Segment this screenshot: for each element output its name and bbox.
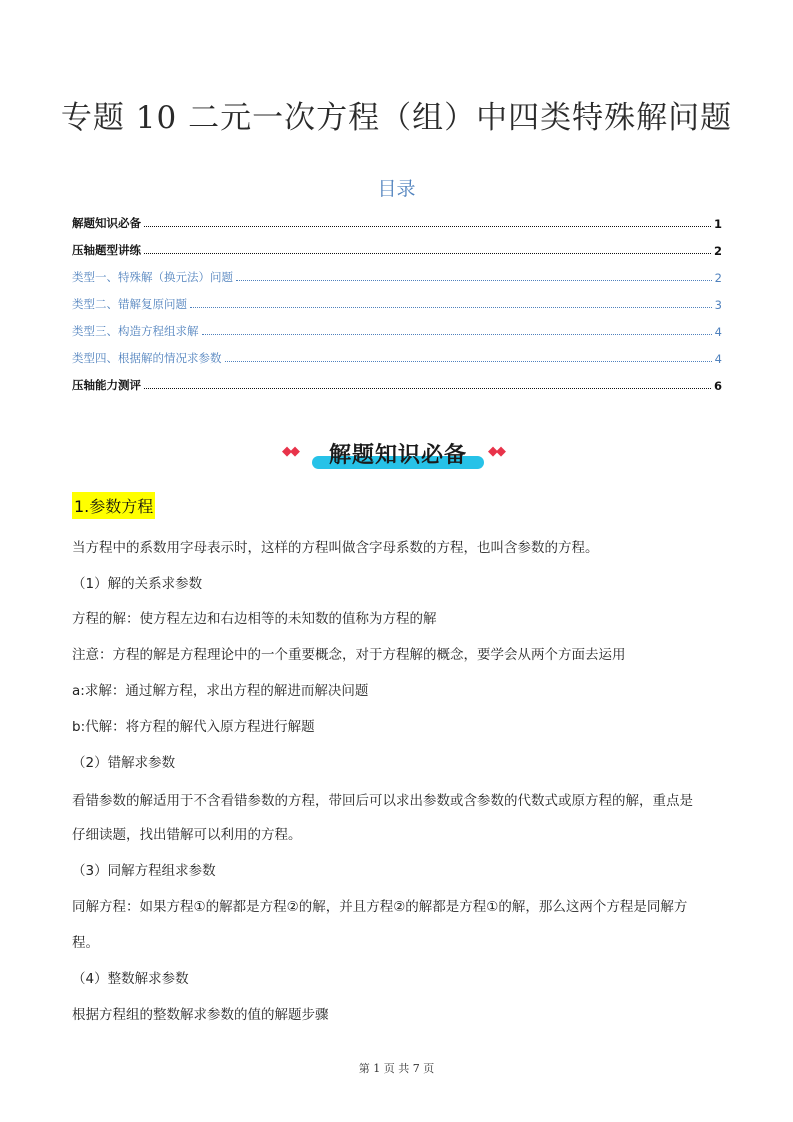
paragraph: 仔细读题，找出错解可以利用的方程。: [72, 827, 302, 843]
paragraph: 同解方程：如果方程①的解都是方程②的解，并且方程②的解都是方程①的解，那么这两个方程是同解方: [72, 899, 688, 915]
toc-heading: 目录: [377, 178, 416, 200]
paragraph: （2）错解求参数: [72, 755, 176, 771]
section-banner: [0, 436, 793, 476]
paragraph: 程。: [72, 935, 99, 951]
toc-item[interactable]: 类型二、错解复原问题 3: [72, 297, 722, 312]
page-title: 专题 10 二元一次方程（组）中四类特殊解问题: [60, 100, 733, 136]
paragraph: （4）整数解求参数: [72, 971, 189, 987]
banner-title: 解题知识必备: [328, 443, 467, 468]
table-of-contents: [72, 204, 722, 393]
toc-item[interactable]: 压轴能力测评 6: [72, 378, 722, 393]
toc-item[interactable]: 压轴题型讲练 2: [72, 243, 722, 258]
toc-item[interactable]: 解题知识必备 1: [72, 216, 722, 231]
paragraph: 当方程中的系数用字母表示时，这样的方程叫做含字母系数的方程，也叫含参数的方程。: [72, 540, 599, 556]
paragraph: （1）解的关系求参数: [72, 576, 203, 592]
paragraph: 看错参数的解适用于不含看错参数的方程，带回后可以求出参数或含参数的代数式或原方程的解，重点是: [72, 793, 693, 809]
diamond-icon: ◆◆: [282, 444, 298, 459]
toc-item[interactable]: 类型一、特殊解（换元法）问题 2: [72, 270, 722, 285]
toc-item[interactable]: 类型三、构造方程组求解 4: [72, 324, 722, 339]
paragraph: a:求解：通过解方程，求出方程的解进而解决问题: [72, 683, 369, 699]
toc-item[interactable]: 类型四、根据解的情况求参数 4: [72, 351, 722, 366]
paragraph: （3）同解方程组求参数: [72, 863, 216, 879]
paragraph: 注意：方程的解是方程理论中的一个重要概念，对于方程解的概念，要学会从两个方面去运用: [72, 647, 626, 663]
paragraph: 方程的解：使方程左边和右边相等的未知数的值称为方程的解: [72, 611, 437, 627]
paragraph: 根据方程组的整数解求参数的值的解题步骤: [72, 1007, 329, 1023]
diamond-icon: ◆◆: [488, 444, 504, 459]
page-footer: 第 1 页 共 7 页: [358, 1062, 435, 1075]
section-heading: 1.参数方程: [72, 492, 155, 519]
paragraph: b:代解：将方程的解代入原方程进行解题: [72, 719, 315, 735]
